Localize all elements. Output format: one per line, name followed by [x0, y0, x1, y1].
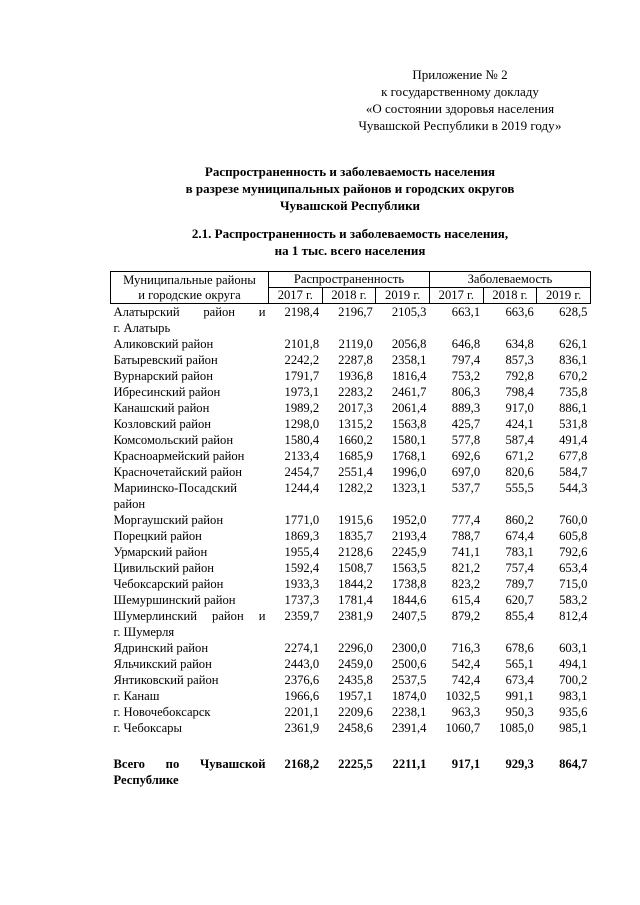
value-cell: 674,4 [505, 529, 534, 543]
value-cell: 678,6 [505, 641, 534, 655]
district-name [111, 432, 269, 448]
value-cell: 820,6 [505, 465, 534, 479]
district-name [111, 688, 269, 704]
value-cell: 783,1 [505, 545, 534, 559]
value-cell: 1768,1 [391, 449, 427, 463]
value-cell: 1791,7 [284, 369, 320, 383]
header-row-groups [111, 272, 591, 288]
value-cell: 806,3 [451, 385, 481, 399]
district-name-line: Чебоксарский район [113, 577, 224, 591]
district-name-line: Козловский район [113, 417, 211, 431]
value-cell: 985,1 [559, 721, 588, 735]
district-name-line: район [113, 497, 146, 511]
table-row [111, 336, 591, 352]
district-name [111, 336, 269, 352]
value-cell: 663,6 [505, 305, 534, 319]
value-cell: 753,2 [451, 369, 481, 383]
value-cell: 1952,0 [391, 513, 427, 527]
value-cell: 1685,9 [338, 449, 373, 463]
value-cell: 673,4 [505, 673, 534, 687]
value-cell: 2198,4 [284, 305, 320, 319]
value-cell: 836,1 [559, 353, 588, 367]
table-row [111, 656, 591, 672]
value-cell: 1933,3 [284, 577, 320, 591]
value-cell: 917,0 [505, 401, 534, 415]
district-name-line: г. Канаш [113, 689, 160, 703]
value-cell: 692,6 [451, 449, 481, 463]
value-cell: 2391,4 [391, 721, 427, 735]
value-cell: 735,8 [559, 385, 588, 399]
value-cell: 2459,0 [338, 657, 373, 671]
value-cell: 2359,7 [284, 609, 320, 623]
value-cell: 646,8 [451, 337, 481, 351]
value-cell: 2128,6 [338, 545, 373, 559]
district-name [111, 720, 269, 736]
district-name [111, 480, 269, 512]
value-cell: 1955,4 [284, 545, 320, 559]
value-cell: 2225,5 [338, 757, 373, 771]
value-cell: 626,1 [559, 337, 588, 351]
value-cell: 1660,2 [338, 433, 373, 447]
value-cell: 584,7 [559, 465, 588, 479]
value-cell: 2296,0 [338, 641, 373, 655]
value-cell: 2196,7 [338, 305, 373, 319]
value-cell: 2435,8 [338, 673, 373, 687]
table-row [111, 304, 591, 337]
value-cell: 653,4 [559, 561, 588, 575]
district-name [111, 756, 269, 788]
value-cell: 889,3 [451, 401, 481, 415]
value-cell: 792,8 [505, 369, 534, 383]
total-row [111, 756, 591, 788]
district-name-line: Республике [113, 773, 179, 787]
value-cell: 1592,4 [284, 561, 320, 575]
table-row [111, 544, 591, 560]
value-cell: 864,7 [559, 757, 588, 771]
value-cell: 1966,6 [284, 689, 320, 703]
value-cell: 2105,3 [391, 305, 427, 319]
value-cell: 2461,7 [391, 385, 427, 399]
value-cell: 855,4 [505, 609, 534, 623]
value-cell: 860,2 [505, 513, 534, 527]
value-cell: 797,4 [451, 353, 481, 367]
value-cell: 615,4 [451, 593, 481, 607]
value-cell: 603,1 [559, 641, 588, 655]
title-line: в разрезе муниципальных районов и городских округов [185, 181, 515, 196]
value-cell: 542,4 [451, 657, 481, 671]
value-cell: 2458,6 [338, 721, 373, 735]
value-cell: 2283,2 [338, 385, 373, 399]
value-cell: 1869,3 [284, 529, 320, 543]
value-cell: 605,8 [559, 529, 588, 543]
value-cell: 792,6 [559, 545, 588, 559]
value-cell: 1737,3 [284, 593, 320, 607]
value-cell: 1244,4 [284, 481, 320, 495]
value-cell: 983,1 [559, 689, 588, 703]
value-cell: 757,4 [505, 561, 534, 575]
district-name [111, 448, 269, 464]
table-row [111, 704, 591, 720]
statistics-table [110, 271, 591, 788]
value-cell: 2211,1 [392, 757, 427, 771]
value-cell: 929,3 [505, 757, 534, 771]
value-cell: 741,1 [451, 545, 481, 559]
value-cell: 2300,0 [391, 641, 427, 655]
value-cell: 715,0 [559, 577, 588, 591]
value-cell: 670,2 [559, 369, 588, 383]
title-line: Распространенность и заболеваемость населения [204, 164, 496, 179]
district-name-line: Красноармейский район [113, 449, 245, 463]
value-cell: 1936,8 [338, 369, 373, 383]
district-name-line: Красночетайский район [113, 465, 242, 479]
value-cell: 1996,0 [391, 465, 427, 479]
value-cell: 537,7 [451, 481, 481, 495]
value-cell: 1580,1 [391, 433, 427, 447]
value-cell: 812,4 [559, 609, 588, 623]
value-cell: 788,7 [451, 529, 481, 543]
header-year: 2017 г. [429, 288, 483, 304]
district-name-line: Канашский район [113, 401, 210, 415]
value-cell: 1844,6 [391, 593, 427, 607]
value-cell: 935,6 [559, 705, 588, 719]
header-year: 2017 г. [269, 288, 323, 304]
value-cell: 494,1 [559, 657, 588, 671]
table-row [111, 416, 591, 432]
value-cell: 663,1 [451, 305, 481, 319]
header-district-line1: Муниципальные районы [123, 272, 256, 287]
table-row [111, 464, 591, 480]
district-name [111, 416, 269, 432]
value-cell: 583,2 [559, 593, 588, 607]
district-name [111, 704, 269, 720]
value-cell: 700,2 [559, 673, 588, 687]
value-cell: 2376,6 [284, 673, 320, 687]
header-year: 2019 г. [376, 288, 430, 304]
value-cell: 1282,2 [338, 481, 373, 495]
table-row [111, 576, 591, 592]
value-cell: 1315,2 [338, 417, 373, 431]
district-name-line: Цивильский район [113, 561, 215, 575]
district-name-line: г. Алатырь [113, 321, 171, 335]
value-cell: 587,4 [505, 433, 534, 447]
value-cell: 2245,9 [391, 545, 427, 559]
value-cell: 1580,4 [284, 433, 320, 447]
value-cell: 991,1 [505, 689, 534, 703]
header-incidence: Заболеваемость [429, 272, 590, 288]
value-cell: 2061,4 [391, 401, 427, 415]
value-cell: 1060,7 [445, 721, 481, 735]
value-cell: 1816,4 [391, 369, 427, 383]
value-cell: 628,5 [559, 305, 588, 319]
value-cell: 917,1 [451, 757, 481, 771]
value-cell: 677,8 [559, 449, 588, 463]
value-cell: 950,3 [505, 705, 534, 719]
value-cell: 577,8 [451, 433, 481, 447]
table-row [111, 688, 591, 704]
value-cell: 544,3 [559, 481, 588, 495]
value-cell: 1508,7 [338, 561, 373, 575]
district-name [111, 368, 269, 384]
header-year: 2018 г. [483, 288, 537, 304]
value-cell: 2274,1 [284, 641, 320, 655]
value-cell: 789,7 [505, 577, 534, 591]
header-district-line2: и городские округа [138, 287, 241, 302]
table-row [111, 400, 591, 416]
value-cell: 555,5 [505, 481, 534, 495]
district-name-line: г. Чебоксары [113, 721, 182, 735]
spacer-row [111, 736, 591, 756]
value-cell: 2201,1 [284, 705, 320, 719]
value-cell: 424,1 [505, 417, 534, 431]
header-year: 2019 г. [537, 288, 591, 304]
title-line: Чувашской Республики [279, 198, 421, 213]
value-cell: 1915,6 [338, 513, 373, 527]
value-cell: 2287,8 [338, 353, 373, 367]
district-name [111, 544, 269, 560]
appendix-line: Приложение № 2 [412, 67, 508, 82]
value-cell: 2537,5 [391, 673, 427, 687]
value-cell: 1771,0 [284, 513, 320, 527]
district-name-line: Мариинско-Посадский [113, 481, 237, 495]
district-name-line: Аликовский район [113, 337, 214, 351]
table-row [111, 560, 591, 576]
value-cell: 2193,4 [391, 529, 427, 543]
value-cell: 760,0 [559, 513, 588, 527]
table-row [111, 480, 591, 512]
document-title [110, 163, 590, 214]
value-cell: 2381,9 [338, 609, 373, 623]
value-cell: 1989,2 [284, 401, 320, 415]
district-name-line: Янтиковский район [113, 673, 219, 687]
table-row [111, 528, 591, 544]
caption-line: 2.1. Распространенность и заболеваемость населения, [191, 226, 509, 241]
table-row [111, 384, 591, 400]
table-row [111, 512, 591, 528]
district-name [111, 512, 269, 528]
table-row [111, 720, 591, 736]
value-cell: 634,8 [505, 337, 534, 351]
table-body [111, 304, 591, 789]
table-row [111, 368, 591, 384]
value-cell: 565,1 [505, 657, 534, 671]
table-row [111, 592, 591, 608]
value-cell: 2551,4 [338, 465, 373, 479]
district-name-line: Алатырский район и [113, 305, 266, 319]
value-cell: 2168,2 [284, 757, 320, 771]
table-row [111, 352, 591, 368]
value-cell: 777,4 [451, 513, 481, 527]
value-cell: 491,4 [559, 433, 588, 447]
spacer-cell [111, 736, 591, 756]
value-cell: 1957,1 [338, 689, 373, 703]
district-name [111, 400, 269, 416]
value-cell: 716,3 [451, 641, 481, 655]
district-name [111, 464, 269, 480]
value-cell: 2500,6 [391, 657, 427, 671]
district-name [111, 592, 269, 608]
value-cell: 425,7 [451, 417, 481, 431]
district-name [111, 352, 269, 368]
value-cell: 2407,5 [391, 609, 427, 623]
district-name [111, 528, 269, 544]
district-name-line: Урмарский район [113, 545, 208, 559]
district-name-line: Вурнарский район [113, 369, 213, 383]
value-cell: 798,4 [505, 385, 534, 399]
table-row [111, 608, 591, 640]
district-name-line: Шумерлинский район и [113, 609, 266, 623]
district-name [111, 608, 269, 640]
appendix-line: «О состоянии здоровья населения [365, 101, 555, 116]
value-cell: 1323,1 [391, 481, 427, 495]
table-caption [110, 225, 590, 259]
value-cell: 2358,1 [391, 353, 427, 367]
appendix-line: к государственному докладу [381, 84, 539, 99]
district-name-line: Комсомольский район [113, 433, 234, 447]
district-name-line: Батыревский район [113, 353, 218, 367]
value-cell: 1973,1 [284, 385, 320, 399]
district-name [111, 560, 269, 576]
value-cell: 2133,4 [284, 449, 320, 463]
value-cell: 879,2 [451, 609, 481, 623]
district-name [111, 672, 269, 688]
table-row [111, 640, 591, 656]
value-cell: 823,2 [451, 577, 481, 591]
district-name-line: Порецкий район [113, 529, 202, 543]
value-cell: 2101,8 [284, 337, 320, 351]
value-cell: 671,2 [505, 449, 534, 463]
district-name [111, 640, 269, 656]
district-name-line: Всего по Чувашской [113, 757, 266, 771]
value-cell: 2119,0 [338, 337, 373, 351]
value-cell: 697,0 [451, 465, 481, 479]
value-cell: 886,1 [559, 401, 588, 415]
value-cell: 620,7 [505, 593, 534, 607]
district-name [111, 304, 269, 337]
value-cell: 742,4 [451, 673, 481, 687]
table-row [111, 432, 591, 448]
value-cell: 1844,2 [338, 577, 373, 591]
district-name [111, 384, 269, 400]
district-name-line: Ибресинский район [113, 385, 221, 399]
caption-line: на 1 тыс. всего населения [274, 243, 426, 258]
value-cell: 1874,0 [391, 689, 427, 703]
header-district [111, 272, 269, 304]
district-name [111, 656, 269, 672]
value-cell: 2056,8 [391, 337, 427, 351]
value-cell: 2238,1 [391, 705, 427, 719]
value-cell: 2242,2 [284, 353, 320, 367]
value-cell: 2209,6 [338, 705, 373, 719]
district-name-line: Моргаушский район [113, 513, 224, 527]
value-cell: 2443,0 [284, 657, 320, 671]
appendix-block [330, 66, 590, 134]
value-cell: 1781,4 [338, 593, 373, 607]
value-cell: 963,3 [451, 705, 481, 719]
district-name-line: Ядринский район [113, 641, 209, 655]
header-prevalence: Распространенность [269, 272, 430, 288]
header-year: 2018 г. [322, 288, 376, 304]
value-cell: 2361,9 [284, 721, 320, 735]
value-cell: 531,8 [559, 417, 588, 431]
table-row [111, 672, 591, 688]
value-cell: 857,3 [505, 353, 534, 367]
value-cell: 2454,7 [284, 465, 320, 479]
value-cell: 1738,8 [391, 577, 427, 591]
appendix-line: Чувашской Республики в 2019 году» [358, 118, 562, 133]
value-cell: 1298,0 [284, 417, 320, 431]
value-cell: 1032,5 [445, 689, 481, 703]
district-name-line: г. Новочебоксарск [113, 705, 211, 719]
value-cell: 1563,5 [391, 561, 427, 575]
value-cell: 2017,3 [338, 401, 373, 415]
district-name-line: г. Шумерля [113, 625, 175, 639]
district-name [111, 576, 269, 592]
district-name-line: Шемуршинский район [113, 593, 236, 607]
value-cell: 1835,7 [338, 529, 373, 543]
district-name-line: Яльчикский район [113, 657, 212, 671]
table-row [111, 448, 591, 464]
value-cell: 1563,8 [391, 417, 427, 431]
value-cell: 821,2 [451, 561, 481, 575]
value-cell: 1085,0 [499, 721, 534, 735]
